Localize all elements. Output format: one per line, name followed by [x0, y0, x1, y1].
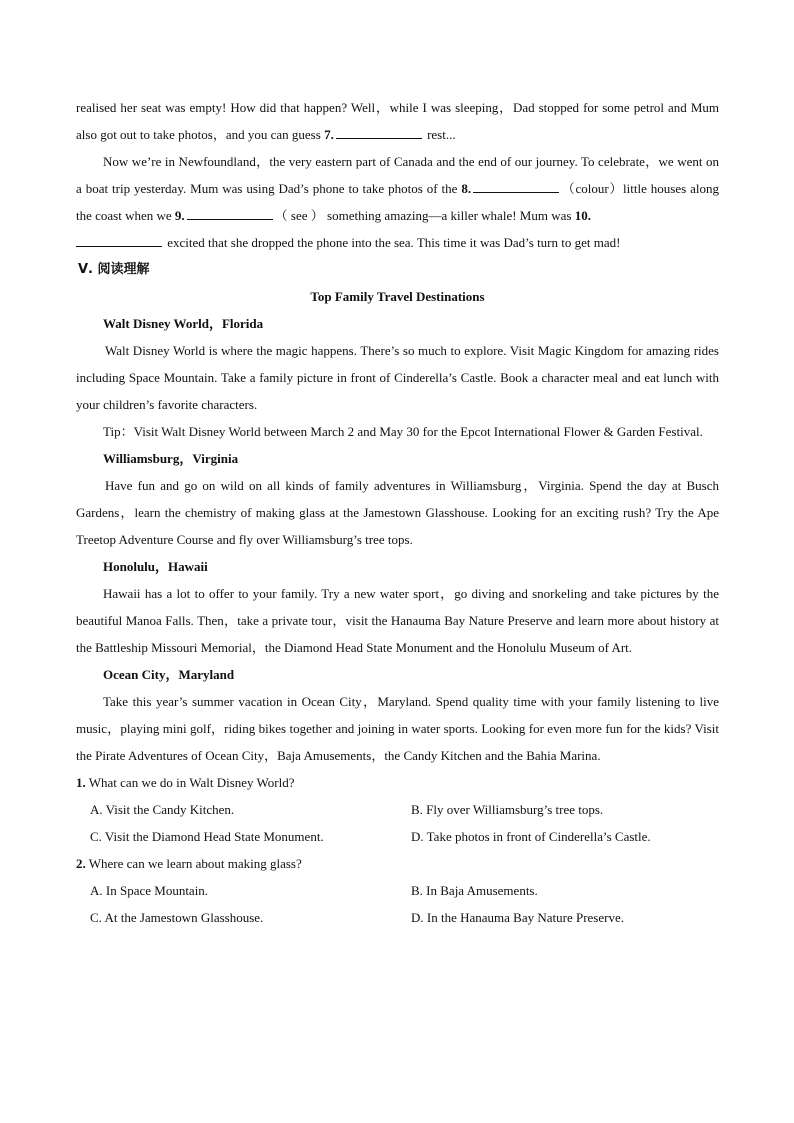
place-paragraph: Take this year’s summer vacation in Ocean City，Maryland. Spend quality time with your family listening to live music，playing mini golf，riding bikes together and joining in water sports. Looking for even more fun for the kids? Visit the Pirate Adventures of Ocean City，Baja Amusements，the Candy Kitchen and the Bahia Marina. [76, 694, 719, 763]
option-b[interactable]: B. Fly over Williamsburg’s tree tops. [411, 802, 604, 817]
answer-blank-9[interactable] [187, 207, 273, 220]
question-2 [76, 850, 719, 877]
place-paragraph: Have fun and go on wild on all kinds of family adventures in Williamsburg，Virginia. Spend the day at Busch Gardens，learn the chemistry of making glass at the Jamestown Glasshouse. Looking for an exciting rush? Try the Ape Treetop Adventure Course and fly over Williamsburg’s tree tops. [76, 478, 719, 547]
options-row [76, 796, 719, 823]
blank-number-9: 9. [174, 208, 185, 223]
option-d[interactable]: D. Take photos in front of Cinderella’s Castle. [411, 829, 651, 844]
section-title: Ⅴ. 阅读理解 [78, 262, 150, 277]
cloze-text: （colour）little houses along the coast when we [76, 181, 719, 223]
blank-number-10: 10. [574, 208, 591, 223]
place-heading: Ocean City，Maryland [103, 667, 235, 682]
cloze-paragraph-1 [76, 94, 719, 148]
worksheet-page [76, 94, 719, 931]
place-heading: Williamsburg，Virginia [103, 451, 239, 466]
option-a[interactable]: A. In Space Mountain. [90, 883, 209, 898]
options-row [76, 904, 719, 931]
place-heading: Honolulu，Hawaii [103, 559, 208, 574]
options-row [76, 877, 719, 904]
cloze-text: realised her seat was empty! How did that happen? Well，while I was sleeping，Dad stopped for some petrol and Mum also got out to take photos，and you can guess [76, 100, 719, 142]
tip-paragraph: Tip：Visit Walt Disney World between March 2 and May 30 for the Epcot International Flower & Garden Festival. [103, 424, 703, 439]
article-title: Top Family Travel Destinations [310, 289, 485, 304]
question-number: 1. [76, 775, 86, 790]
cloze-text: rest... [423, 127, 456, 142]
question-number: 2. [76, 856, 86, 871]
cloze-text: excited that she dropped the phone into the sea. This time it was Dad’s turn to get mad! [164, 235, 621, 250]
answer-blank-10[interactable] [76, 234, 162, 247]
answer-blank-8[interactable] [473, 180, 559, 193]
place-paragraph: Walt Disney World is where the magic happens. There’s so much to explore. Visit Magic Kingdom for amazing rides including Space Mountain. Take a family picture in front of Cinderella’s Castle. Book a character meal and eat lunch with your children’s favorite characters. [76, 343, 719, 412]
question-1 [76, 769, 719, 796]
option-b[interactable]: B. In Baja Amusements. [411, 883, 538, 898]
place-heading: Walt Disney World，Florida [103, 316, 264, 331]
option-d[interactable]: D. In the Hanauma Bay Nature Preserve. [411, 910, 624, 925]
cloze-text: （ see ） something amazing—a killer whale! Mum was [274, 208, 575, 223]
place-paragraph: Hawaii has a lot to offer to your family. Try a new water sport，go diving and snorkeling and take pictures by the beautiful Manoa Falls. Then，take a private tour，visit the Hanauma Bay Nature Preserve and learn more about history at the Battleship Missouri Memorial，the Diamond Head State Monument and the Honolulu Museum of Art. [76, 586, 719, 655]
option-c[interactable]: C. Visit the Diamond Head State Monument. [90, 829, 324, 844]
question-text: What can we do in Walt Disney World? [85, 775, 295, 790]
option-c[interactable]: C. At the Jamestown Glasshouse. [90, 910, 264, 925]
option-a[interactable]: A. Visit the Candy Kitchen. [90, 802, 235, 817]
cloze-paragraph-2 [76, 148, 719, 256]
blank-number-7: 7. [324, 127, 334, 142]
question-text: Where can we learn about making glass? [85, 856, 302, 871]
cloze-text: Now we’re in Newfoundland，the very eastern part of Canada and the end of our journey. To celebrate，we went on a boat trip yesterday. Mum was using Dad’s phone to take photos of the [76, 154, 719, 196]
answer-blank-7[interactable] [336, 126, 422, 139]
options-row [76, 823, 719, 850]
blank-number-8: 8. [461, 181, 472, 196]
